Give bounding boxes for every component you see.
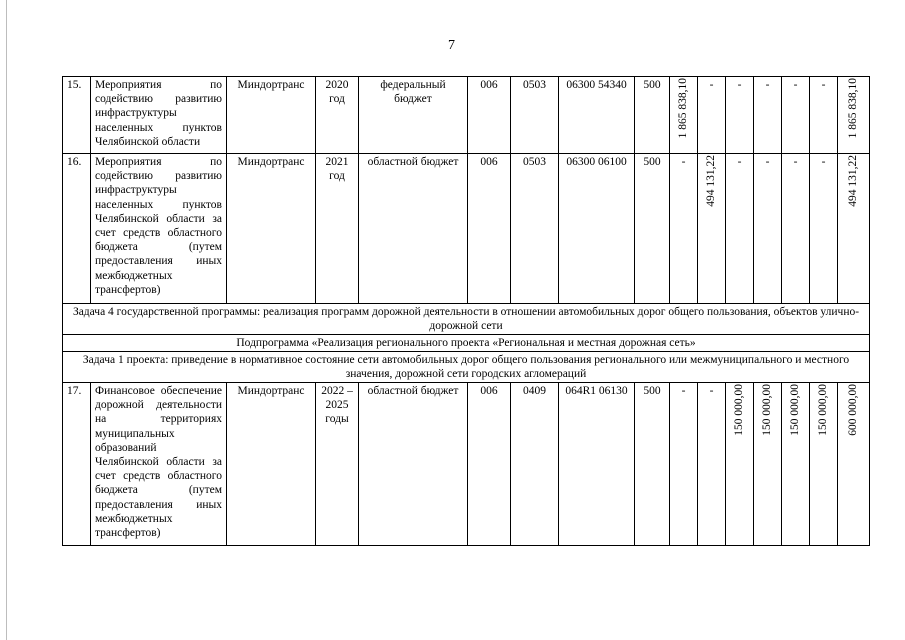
amount-2021: - bbox=[698, 77, 726, 154]
amount-2024: - bbox=[782, 154, 810, 304]
executor: Миндортранс bbox=[227, 77, 316, 154]
row-number: 15. bbox=[63, 77, 91, 154]
amount-2023: - bbox=[754, 77, 782, 154]
amount-2020: 1 865 838,10 bbox=[670, 77, 698, 154]
amount-2022: 150 000,00 bbox=[726, 383, 754, 546]
amount-2024: - bbox=[782, 77, 810, 154]
amount-2021: 494 131,22 bbox=[698, 154, 726, 304]
measure-title: Финансовое обеспечение дорожной деятельности на территориях муниципальных образований Челябинской области за счет средств областного бюджета (путем предоставления иных межбюджетных трансфертов) bbox=[91, 383, 227, 546]
row-number: 16. bbox=[63, 154, 91, 304]
amount-2022: - bbox=[726, 154, 754, 304]
table-row bbox=[63, 383, 870, 546]
expense-type-code: 500 bbox=[635, 77, 670, 154]
expense-type-code: 500 bbox=[635, 154, 670, 304]
table-row bbox=[63, 154, 870, 304]
table-row bbox=[63, 77, 870, 154]
project-task-1-heading: Задача 1 проекта: приведение в нормативное состояние сети автомобильных дорог общего пользования регионального или межмуниципального и местного значения, дорожной сети городских агломераций bbox=[63, 352, 870, 383]
amount-total: 494 131,22 bbox=[838, 154, 870, 304]
measure-title: Мероприятия по содействию развитию инфраструктуры населенных пунктов Челябинской области за счет средств областного бюджета (путем предоставления иных межбюджетных трансфертов) bbox=[91, 154, 227, 304]
grbs-code: 006 bbox=[468, 154, 511, 304]
subprogram-heading: Подпрограмма «Реализация регионального проекта «Региональная и местная дорожная сеть» bbox=[63, 335, 870, 352]
task-4-heading: Задача 4 государственной программы: реализация программ дорожной деятельности в отношении автомобильных дорог общего пользования, объектов улично-дорожной сети bbox=[63, 304, 870, 335]
amount-2020: - bbox=[670, 154, 698, 304]
section-row bbox=[63, 304, 870, 335]
section-code: 0409 bbox=[511, 383, 559, 546]
target-article-code: 064R1 06130 bbox=[559, 383, 635, 546]
amount-2020: - bbox=[670, 383, 698, 546]
amount-2024: 150 000,00 bbox=[782, 383, 810, 546]
target-article-code: 06300 54340 bbox=[559, 77, 635, 154]
grbs-code: 006 bbox=[468, 77, 511, 154]
amount-2023: 150 000,00 bbox=[754, 383, 782, 546]
amount-total: 600 000,00 bbox=[838, 383, 870, 546]
period: 2021 год bbox=[316, 154, 359, 304]
section-row bbox=[63, 335, 870, 352]
page-edge bbox=[6, 0, 7, 640]
amount-total: 1 865 838,10 bbox=[838, 77, 870, 154]
funding-source: областной бюджет bbox=[359, 154, 468, 304]
period: 2020 год bbox=[316, 77, 359, 154]
program-table bbox=[62, 76, 870, 546]
page-number: 7 bbox=[448, 38, 455, 53]
row-number: 17. bbox=[63, 383, 91, 546]
amount-2025: - bbox=[810, 154, 838, 304]
funding-source: областной бюджет bbox=[359, 383, 468, 546]
grbs-code: 006 bbox=[468, 383, 511, 546]
section-code: 0503 bbox=[511, 77, 559, 154]
amount-2021: - bbox=[698, 383, 726, 546]
funding-source: федеральный бюджет bbox=[359, 77, 468, 154]
amount-2022: - bbox=[726, 77, 754, 154]
amount-2025: 150 000,00 bbox=[810, 383, 838, 546]
section-code: 0503 bbox=[511, 154, 559, 304]
period: 2022 – 2025 годы bbox=[316, 383, 359, 546]
amount-2023: - bbox=[754, 154, 782, 304]
executor: Миндортранс bbox=[227, 383, 316, 546]
measure-title: Мероприятия по содействию развитию инфраструктуры населенных пунктов Челябинской области bbox=[91, 77, 227, 154]
target-article-code: 06300 06100 bbox=[559, 154, 635, 304]
amount-2025: - bbox=[810, 77, 838, 154]
expense-type-code: 500 bbox=[635, 383, 670, 546]
executor: Миндортранс bbox=[227, 154, 316, 304]
section-row bbox=[63, 352, 870, 383]
